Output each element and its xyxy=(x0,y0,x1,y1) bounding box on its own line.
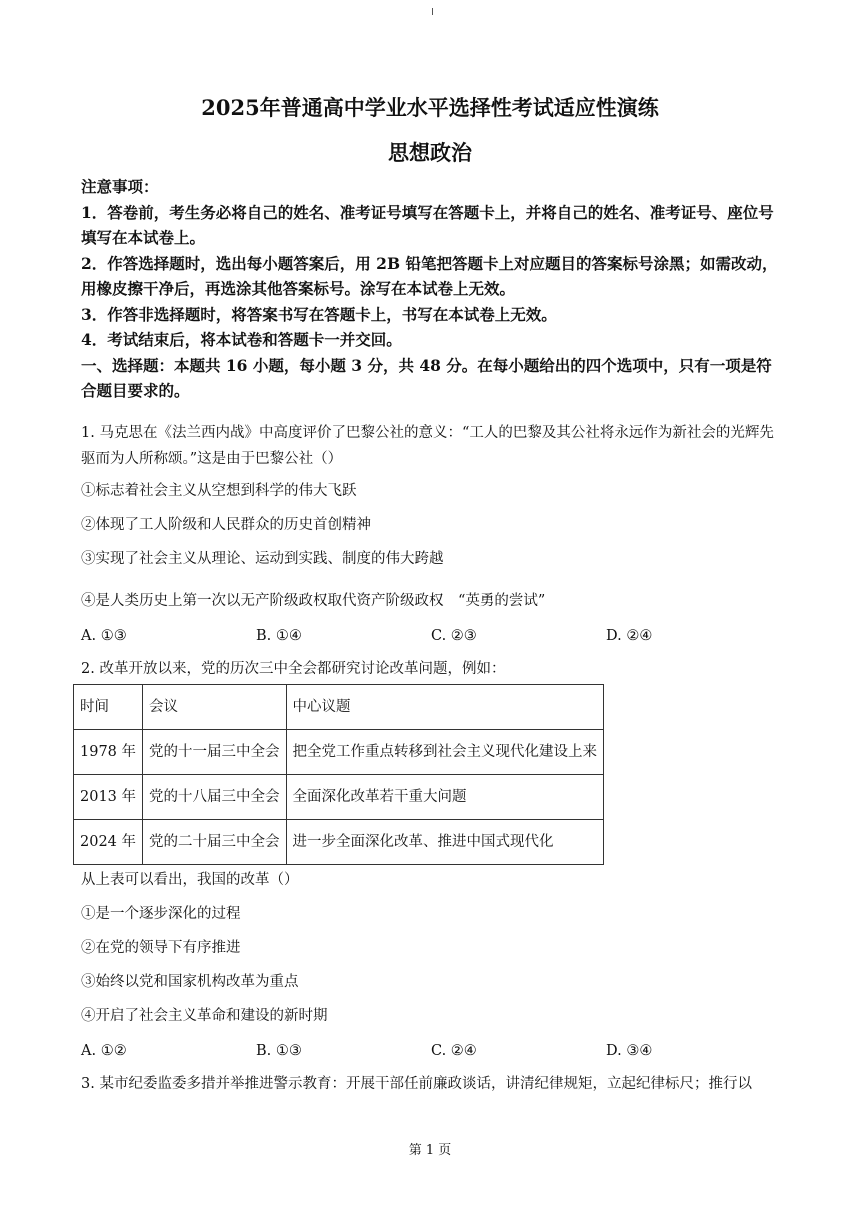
table-header-row xyxy=(74,685,604,730)
q1-options xyxy=(81,624,781,648)
q3-stem: 3. 某市纪委监委多措并举推进警示教育：开展干部任前廉政谈话，讲清纪律规矩，立起纪律标尺；推行以 xyxy=(81,1076,752,1092)
notes-section xyxy=(81,174,781,404)
q1-statement: ④是人类历史上第一次以无产阶级政权取代资产阶级政权 “英勇的尝试” xyxy=(81,593,546,609)
table-row xyxy=(74,775,604,820)
table-cell: 1978 年 xyxy=(74,730,143,775)
q2-table xyxy=(73,684,604,865)
q2-stem: 2. 改革开放以来，党的历次三中全会都研究讨论改革问题，例如： xyxy=(81,661,506,677)
table-header-cell: 时间 xyxy=(74,685,143,730)
q1-stem: 1. 马克思在《法兰西内战》中高度评价了巴黎公社的意义：“工人的巴黎及其公社将永远作为新社会的光辉先驱而为人所称颂。”这是由于巴黎公社（） xyxy=(81,425,774,467)
table-row xyxy=(74,820,604,865)
table-cell: 把全党工作重点转移到社会主义现代化建设上来 xyxy=(286,730,604,775)
exam-title: 2025年普通高中学业水平选择性考试适应性演练 xyxy=(201,95,659,120)
questions-area xyxy=(81,416,781,1107)
table-cell: 进一步全面深化改革、推进中国式现代化 xyxy=(286,820,604,865)
table-cell: 2024 年 xyxy=(74,820,143,865)
note-item: 2．作答选择题时，选出每小题答案后，用 2B 铅笔把答题卡上对应题目的答案标号涂黑；如需改动，用橡皮擦干净后，再选涂其他答案标号。涂写在本试卷上无效。 xyxy=(81,253,778,298)
note-item: 4．考试结束后，将本试卷和答题卡一并交回。 xyxy=(81,330,402,349)
table-cell: 党的十一届三中全会 xyxy=(143,730,287,775)
option-a[interactable]: A. ①③ xyxy=(81,628,127,644)
q2-statement: ③始终以党和国家机构改革为重点 xyxy=(81,974,299,990)
q1-statement: ②体现了工人阶级和人民群众的历史首创精神 xyxy=(81,517,371,533)
table-cell: 全面深化改革若干重大问题 xyxy=(286,775,604,820)
table-header-cell: 会议 xyxy=(143,685,287,730)
option-c[interactable]: C. ②④ xyxy=(431,1043,477,1059)
page-number: 第 1 页 xyxy=(408,1143,452,1158)
section-heading: 一、选择题：本题共 16 小题，每小题 3 分，共 48 分。在每小题给出的四个选项中，只有一项是符合题目要求的。 xyxy=(81,355,772,400)
table-cell: 党的二十届三中全会 xyxy=(143,820,287,865)
option-c[interactable]: C. ②③ xyxy=(431,628,477,644)
q2-statement: ②在党的领导下有序推进 xyxy=(81,940,241,956)
q2-statement: ④开启了社会主义革命和建设的新时期 xyxy=(81,1008,328,1024)
q2-options xyxy=(81,1039,781,1063)
q1-statement: ①标志着社会主义从空想到科学的伟大飞跃 xyxy=(81,483,357,499)
option-d[interactable]: D. ②④ xyxy=(606,628,653,644)
q2-statement: ①是一个逐步深化的过程 xyxy=(81,906,241,922)
subject-title: 思想政治 xyxy=(388,140,472,165)
table-cell: 2013 年 xyxy=(74,775,143,820)
note-item: 1．答卷前，考生务必将自己的姓名、准考证号填写在答题卡上，并将自己的姓名、准考证号、座位号填写在本试卷上。 xyxy=(81,202,774,247)
top-mark xyxy=(432,8,433,15)
option-d[interactable]: D. ③④ xyxy=(606,1043,653,1059)
option-b[interactable]: B. ①④ xyxy=(256,628,302,644)
note-item: 3．作答非选择题时，将答案书写在答题卡上，书写在本试卷上无效。 xyxy=(81,304,557,324)
table-row xyxy=(74,730,604,775)
table-header-cell: 中心议题 xyxy=(286,685,604,730)
notes-heading: 注意事项： xyxy=(81,177,159,196)
q2-question: 从上表可以看出，我国的改革（） xyxy=(81,872,299,888)
q1-statement: ③实现了社会主义从理论、运动到实践、制度的伟大跨越 xyxy=(81,551,444,567)
table-cell: 党的十八届三中全会 xyxy=(143,775,287,820)
option-a[interactable]: A. ①② xyxy=(81,1043,127,1059)
option-b[interactable]: B. ①③ xyxy=(256,1043,302,1059)
